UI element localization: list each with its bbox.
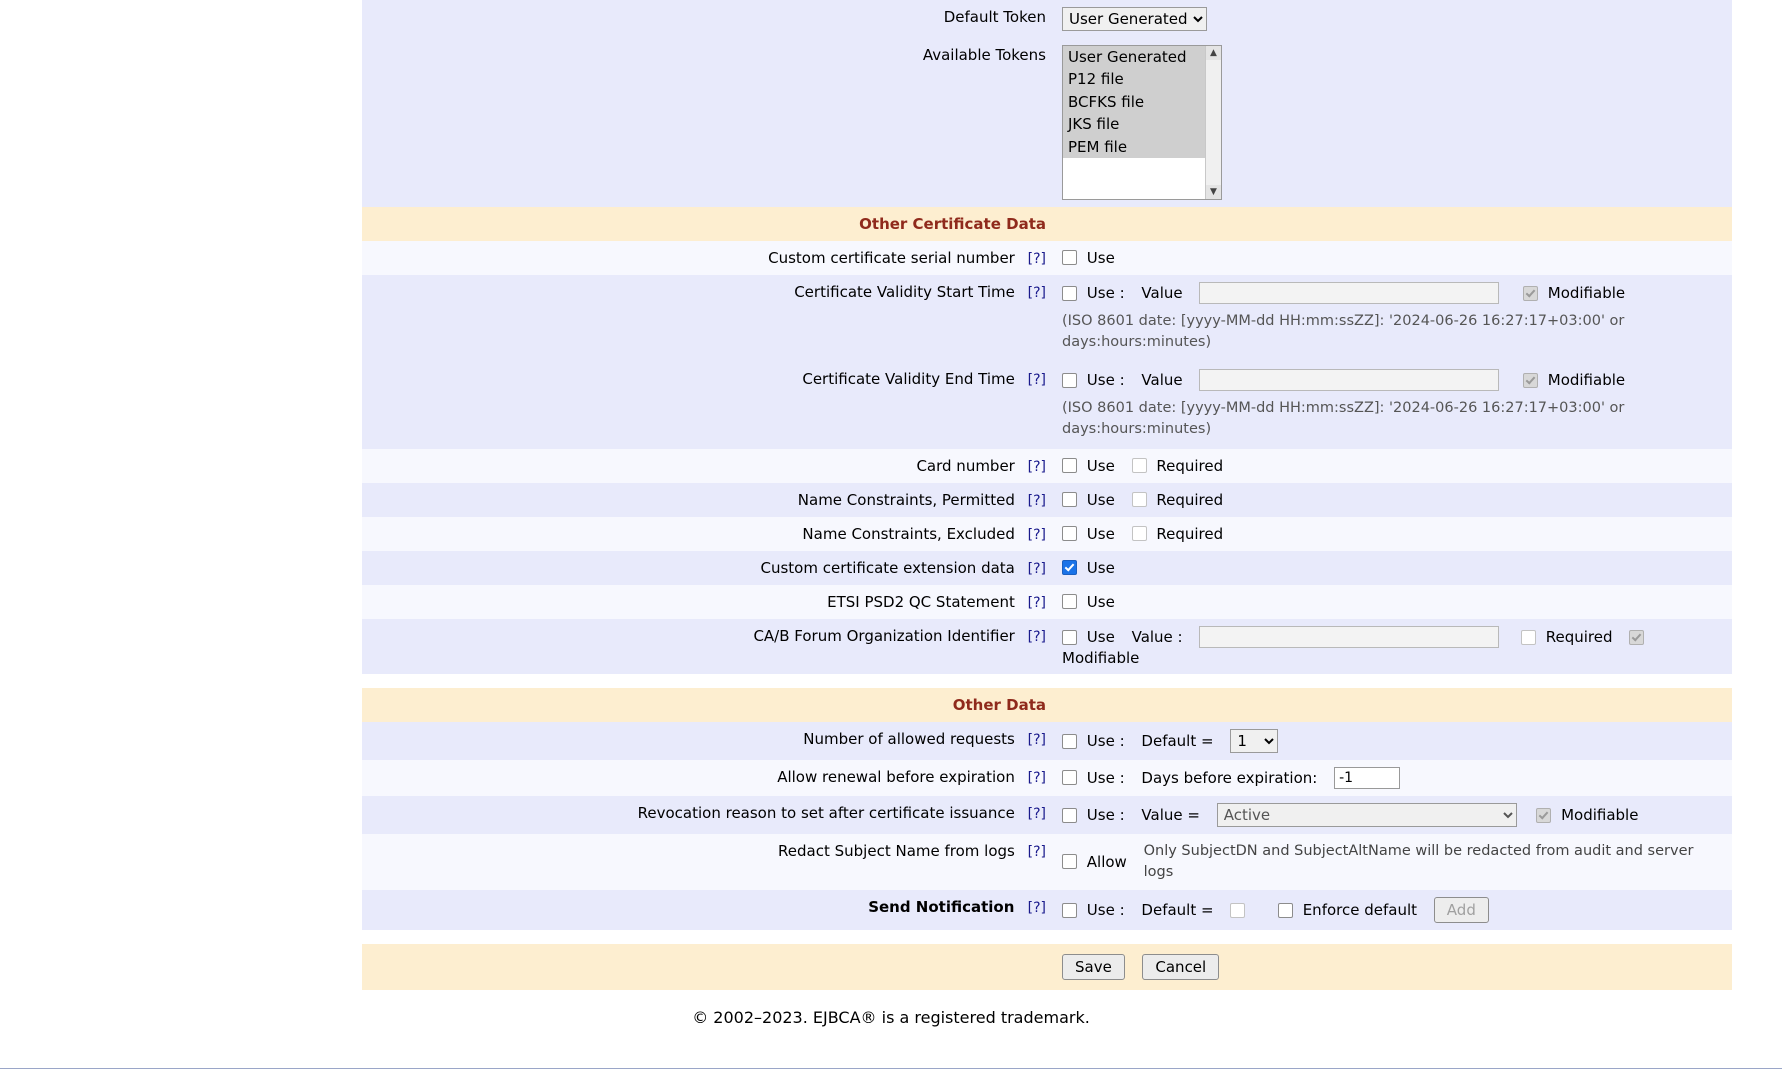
allowed-requests-label — [502, 722, 1052, 760]
cab-forum-org-identifier-field — [1052, 619, 1732, 674]
row-redact-subject-name — [362, 834, 1732, 890]
use-value-label: Use : — [1086, 284, 1125, 302]
section-title: Other Certificate Data — [859, 215, 1046, 233]
cab-forum-modifiable-checkbox[interactable] — [1629, 630, 1644, 645]
custom-serial-number-field — [1052, 241, 1732, 275]
default-label: Default = — [1141, 901, 1214, 920]
section-title: Other Data — [952, 695, 1046, 714]
footer-copyright: © 2002–2023. EJBCA® is a registered trademark. — [692, 1007, 1090, 1027]
spacer-cell — [362, 944, 502, 990]
row-form-actions — [362, 944, 1732, 990]
row-custom-extension-data — [362, 551, 1732, 585]
available-tokens-listbox[interactable] — [1062, 45, 1222, 200]
list-item[interactable]: P12 file — [1063, 68, 1221, 90]
help-icon[interactable]: [?] — [1027, 843, 1046, 860]
card-number-use-checkbox[interactable] — [1062, 458, 1077, 473]
row-validity-start-time — [362, 275, 1732, 311]
validity-start-field — [1052, 275, 1732, 311]
use-label: Use : — [1086, 768, 1125, 787]
name-constraints-excluded-required-checkbox[interactable] — [1132, 526, 1147, 541]
list-item[interactable]: JKS file — [1063, 113, 1221, 135]
row-send-notification — [362, 890, 1732, 930]
allowed-requests-select[interactable] — [1230, 729, 1278, 753]
row-validity-start-hint — [362, 311, 1732, 362]
row-number-of-allowed-requests — [362, 722, 1732, 760]
spacer-cell — [362, 688, 502, 722]
value-label: Value — [1141, 371, 1183, 390]
help-icon[interactable]: [?] — [1027, 459, 1046, 476]
scroll-down-icon[interactable]: ▼ — [1206, 185, 1221, 199]
list-item[interactable]: BCFKS file — [1063, 91, 1221, 113]
help-icon[interactable]: [?] — [1027, 731, 1046, 748]
send-notification-field — [1052, 890, 1732, 930]
label-text: Name Constraints, Permitted — [797, 491, 1015, 510]
section-gap — [362, 930, 1732, 944]
spacer-cell — [502, 398, 1052, 449]
use-label: Use : — [1086, 901, 1125, 920]
spacer-cell — [362, 207, 502, 241]
custom-extension-data-label — [502, 551, 1052, 585]
section-gap — [362, 674, 1732, 688]
modifiable-label: Modifiable — [1062, 648, 1140, 667]
help-icon[interactable]: [?] — [1027, 629, 1046, 646]
add-button[interactable]: Add — [1434, 897, 1489, 923]
send-notification-label — [502, 890, 1052, 930]
redact-subject-name-label — [502, 834, 1052, 890]
label-text: Allow renewal before expiration — [777, 767, 1015, 786]
cab-forum-required-checkbox[interactable] — [1521, 630, 1536, 645]
custom-serial-number-label — [502, 241, 1052, 275]
card-number-field — [1052, 449, 1732, 483]
row-custom-serial-number — [362, 241, 1732, 275]
use-label: Use — [1086, 592, 1115, 611]
row-revocation-reason — [362, 796, 1732, 834]
value-label: Value : — [1131, 628, 1183, 647]
redact-subject-name-note: Only SubjectDN and SubjectAltName will be redacted from audit and server logs — [1143, 842, 1694, 880]
label-text: Number of allowed requests — [803, 729, 1015, 748]
card-number-label — [502, 449, 1052, 483]
validity-start-hint: (ISO 8601 date: [yyyy-MM-dd HH:mm:ssZZ]: '2024-06-26 16:27:17+03:00' or days:hours:minutes) — [1062, 313, 1625, 351]
custom-extension-data-field — [1052, 551, 1732, 585]
help-icon[interactable]: [?] — [1027, 595, 1046, 612]
list-item[interactable]: User Generated — [1063, 46, 1221, 68]
available-tokens-label: Available Tokens — [922, 46, 1046, 64]
spacer-cell — [362, 241, 502, 275]
help-icon[interactable]: [?] — [1027, 372, 1046, 389]
send-notification-default-checkbox[interactable] — [1230, 903, 1245, 918]
spacer-cell — [362, 311, 502, 362]
spacer-cell — [362, 551, 502, 585]
allowed-requests-field — [1052, 722, 1732, 760]
cab-forum-use-checkbox[interactable] — [1062, 630, 1077, 645]
revocation-reason-use-checkbox[interactable] — [1062, 808, 1077, 823]
spacer-cell — [362, 796, 502, 834]
label-text: Certificate Validity Start Time — [794, 283, 1015, 301]
help-icon[interactable]: [?] — [1027, 899, 1046, 916]
modifiable-label: Modifiable — [1561, 806, 1639, 825]
form-actions — [1052, 944, 1732, 990]
custom-serial-number-use-checkbox[interactable] — [1062, 250, 1077, 265]
spacer-cell — [362, 38, 502, 207]
section-other-data — [362, 688, 1732, 722]
spacer-cell — [362, 760, 502, 796]
validity-start-input[interactable] — [1199, 282, 1499, 304]
revocation-reason-modifiable-checkbox[interactable] — [1536, 808, 1551, 823]
spacer-cell — [362, 275, 502, 311]
list-item[interactable]: PEM file — [1063, 136, 1221, 158]
cab-forum-value-input[interactable] — [1199, 626, 1499, 648]
help-icon[interactable]: [?] — [1027, 527, 1046, 544]
name-constraints-permitted-use-checkbox[interactable] — [1062, 492, 1077, 507]
days-before-expiration-input[interactable] — [1334, 767, 1400, 789]
row-available-tokens — [362, 38, 1732, 207]
label-text: Revocation reason to set after certificate issuance — [637, 803, 1015, 822]
spacer-cell — [362, 585, 502, 619]
row-validity-end-time — [362, 362, 1732, 398]
row-etsi-psd2-qc-statement — [362, 585, 1732, 619]
spacer-cell — [362, 362, 502, 398]
use-label: Use — [1086, 558, 1115, 577]
required-label: Required — [1156, 490, 1224, 509]
spacer-cell — [362, 517, 502, 551]
spacer-cell — [502, 944, 1052, 990]
help-icon[interactable]: [?] — [1027, 769, 1046, 786]
revocation-reason-field — [1052, 796, 1732, 834]
send-notification-use-checkbox[interactable] — [1062, 903, 1077, 918]
section-title-filler — [1052, 207, 1732, 241]
label-text: Certificate Validity End Time — [802, 370, 1015, 389]
validity-start-label — [502, 275, 1052, 311]
card-number-required-checkbox[interactable] — [1132, 458, 1147, 473]
name-constraints-permitted-required-checkbox[interactable] — [1132, 492, 1147, 507]
revocation-reason-select[interactable] — [1217, 803, 1517, 827]
name-constraints-excluded-label — [502, 517, 1052, 551]
modifiable-label: Modifiable — [1547, 284, 1626, 302]
label-text: CA/B Forum Organization Identifier — [753, 627, 1015, 646]
spacer-cell — [362, 483, 502, 517]
label-text: Card number — [916, 457, 1015, 476]
cancel-button[interactable]: Cancel — [1142, 954, 1219, 980]
custom-extension-data-use-checkbox[interactable] — [1062, 560, 1077, 575]
allow-label: Allow — [1086, 852, 1127, 871]
use-label: Use — [1086, 490, 1115, 509]
bottom-bar — [0, 1068, 1782, 1075]
cab-forum-org-identifier-label — [502, 619, 1052, 674]
scroll-up-icon[interactable]: ▲ — [1206, 46, 1221, 60]
allow-renewal-label — [502, 760, 1052, 796]
enforce-default-checkbox[interactable] — [1278, 903, 1293, 918]
required-label: Required — [1156, 524, 1224, 543]
validity-end-hint: (ISO 8601 date: [yyyy-MM-dd HH:mm:ssZZ]: '2024-06-26 16:27:17+03:00' or days:hours:minutes) — [1062, 400, 1625, 438]
save-button[interactable]: Save — [1062, 954, 1125, 980]
row-cab-forum-org-identifier — [362, 619, 1732, 674]
default-token-label: Default Token — [943, 8, 1046, 26]
value-label: Value = — [1141, 806, 1200, 825]
allow-renewal-use-checkbox[interactable] — [1062, 770, 1077, 785]
default-label: Default = — [1141, 732, 1214, 751]
use-label: Use — [1086, 628, 1115, 647]
days-before-expiration-label: Days before expiration: — [1141, 768, 1318, 787]
listbox-scrollbar[interactable] — [1205, 46, 1221, 199]
certificate-profile-form — [362, 0, 1732, 990]
use-label: Use : — [1086, 806, 1125, 825]
enforce-default-label: Enforce default — [1302, 901, 1418, 920]
spacer-cell — [362, 890, 502, 930]
row-allow-renewal — [362, 760, 1732, 796]
etsi-psd2-field — [1052, 585, 1732, 619]
label-text: ETSI PSD2 QC Statement — [827, 593, 1015, 612]
spacer-cell — [362, 0, 502, 38]
revocation-reason-label — [502, 796, 1052, 834]
label-text: Redact Subject Name from logs — [778, 841, 1015, 860]
allow-renewal-field — [1052, 760, 1732, 796]
spacer-cell — [362, 449, 502, 483]
validity-start-modifiable-checkbox[interactable] — [1523, 286, 1538, 301]
row-name-constraints-excluded — [362, 517, 1732, 551]
required-label: Required — [1545, 628, 1613, 647]
name-constraints-permitted-label — [502, 483, 1052, 517]
row-default-token — [362, 0, 1732, 38]
help-icon[interactable]: [?] — [1027, 285, 1046, 301]
spacer-cell — [362, 834, 502, 890]
validity-end-use-checkbox[interactable] — [1062, 373, 1077, 388]
default-token-select[interactable] — [1062, 7, 1207, 31]
validity-end-field — [1052, 362, 1732, 398]
label-text: Custom certificate extension data — [760, 559, 1015, 578]
label-text: Name Constraints, Excluded — [802, 525, 1015, 544]
value-label: Value — [1141, 284, 1183, 302]
modifiable-label: Modifiable — [1547, 371, 1626, 390]
required-label: Required — [1156, 456, 1224, 475]
validity-end-input[interactable] — [1199, 369, 1499, 391]
row-name-constraints-permitted — [362, 483, 1732, 517]
use-label: Use — [1086, 524, 1115, 543]
spacer-cell — [362, 398, 502, 449]
redact-subject-name-field — [1052, 834, 1732, 890]
etsi-psd2-use-checkbox[interactable] — [1062, 594, 1077, 609]
section-other-certificate-data — [362, 207, 1732, 241]
allowed-requests-use-checkbox[interactable] — [1062, 734, 1077, 749]
validity-end-modifiable-checkbox[interactable] — [1523, 373, 1538, 388]
redact-subject-name-allow-checkbox[interactable] — [1062, 854, 1077, 869]
help-icon[interactable]: [?] — [1027, 493, 1046, 510]
name-constraints-excluded-use-checkbox[interactable] — [1062, 526, 1077, 541]
name-constraints-permitted-field — [1052, 483, 1732, 517]
section-title-filler — [1052, 688, 1732, 722]
use-value-label: Use : — [1086, 371, 1125, 390]
spacer-cell — [362, 722, 502, 760]
spacer-cell — [502, 311, 1052, 362]
validity-end-label — [502, 362, 1052, 398]
label-text: Custom certificate serial number — [768, 249, 1015, 267]
etsi-psd2-label — [502, 585, 1052, 619]
available-tokens-field — [1052, 38, 1732, 207]
validity-start-use-checkbox[interactable] — [1062, 286, 1077, 301]
label-text: Send Notification — [868, 897, 1015, 916]
help-icon[interactable]: [?] — [1027, 251, 1046, 267]
help-icon[interactable]: [?] — [1027, 561, 1046, 578]
name-constraints-excluded-field — [1052, 517, 1732, 551]
spacer-cell — [362, 619, 502, 674]
row-card-number — [362, 449, 1732, 483]
use-label: Use : — [1086, 732, 1125, 751]
use-label: Use — [1086, 248, 1115, 267]
row-validity-end-hint — [362, 398, 1732, 449]
help-icon[interactable]: [?] — [1027, 805, 1046, 822]
use-label: Use — [1086, 456, 1115, 475]
default-token-field — [1052, 0, 1732, 38]
